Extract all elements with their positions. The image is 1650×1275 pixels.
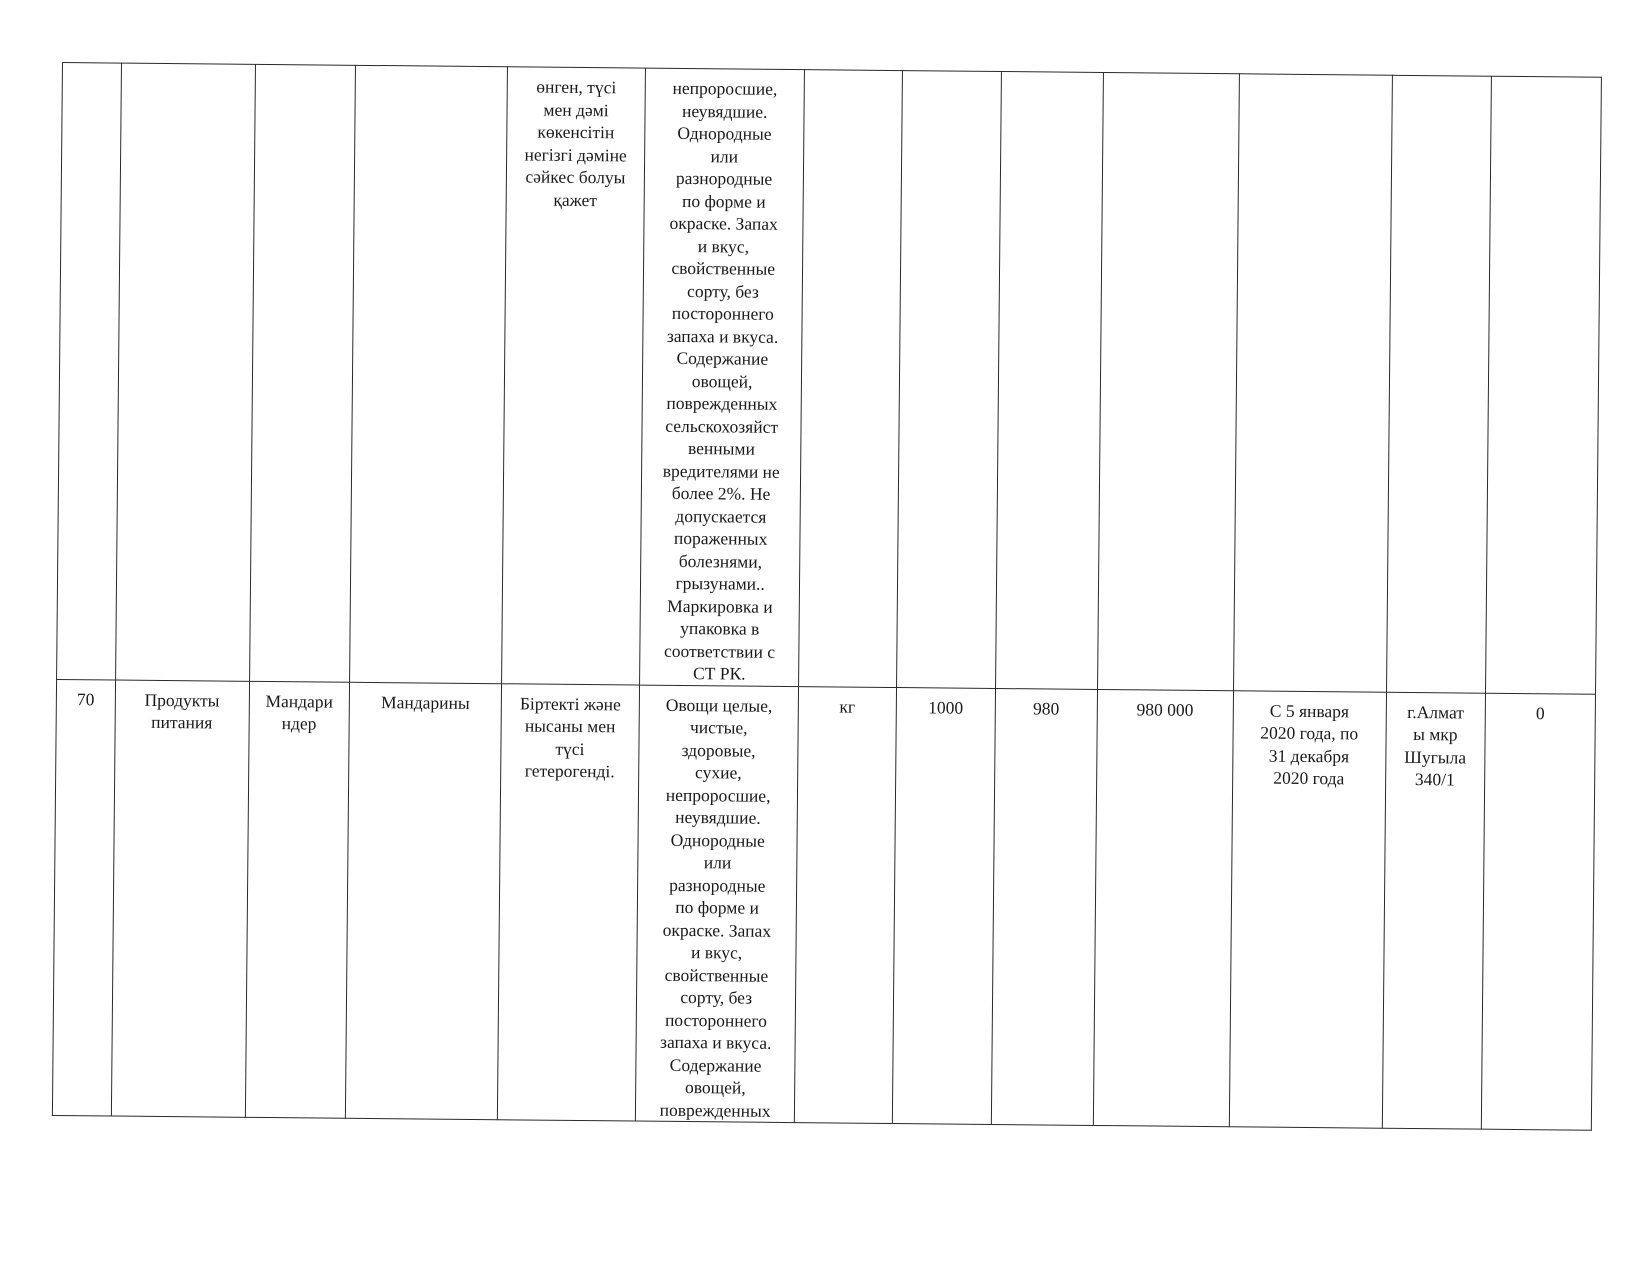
row-number: 70 [76,688,95,709]
text-line: мен дәмі [543,99,609,120]
amount-text: 980 000 [1136,698,1194,720]
text-line: поврежденных [666,392,778,414]
text-line: сухие, [695,762,742,783]
text-line: и вкус, [690,942,743,963]
text-line: разнородные [669,874,766,896]
text-line: өнген, түсі [536,76,617,98]
category-text [118,688,245,734]
text-line: Біртекті және [519,692,621,714]
text-line: 2020 года, по [1260,722,1359,744]
table-row-continued [57,63,1602,694]
text-line: непроросшие, [672,77,778,99]
text-line: запаха и вкуса. [666,325,779,347]
cell-delivery-place [1382,692,1486,1129]
procurement-table [52,62,1602,1131]
text-line: или [710,145,739,166]
text-line: поврежденных [659,1099,771,1121]
cell-description-kk [501,67,645,685]
text-line: С 5 января [1269,700,1350,721]
text-line: 31 декабря [1268,745,1350,766]
cell-price [991,688,1097,1125]
text-line: запаха и вкуса. [660,1031,772,1053]
cell-number [52,679,115,1116]
text-line: Продукты [144,689,220,711]
text-line: Овощи целые, [665,694,773,716]
text-line: и вкус, [697,235,750,257]
text-line: свойственные [671,257,776,279]
cell-amount [1097,72,1239,690]
text-line: нысаны мен [524,715,616,737]
description-kk-text [504,692,636,783]
text-line: Мандари [265,690,334,712]
cell-price [996,72,1103,689]
text-line: түсі [555,738,585,759]
text-line: ы мкр [1413,724,1458,745]
text-line: питания [151,711,213,733]
text-line: Однородные [677,122,772,144]
text-line: сорту, без [680,986,753,1008]
cell-quantity [896,71,1001,688]
text-line: қажет [553,189,598,210]
unit-text: кг [839,695,856,717]
cell-advance [1485,76,1601,694]
text-line: окраске. Запах [662,919,772,941]
cell-description-kk [497,683,639,1121]
table-row-item-70 [52,679,1595,1130]
text-line: 2020 года [1273,767,1345,789]
text-line: Маркировка и [667,595,773,617]
description-ru-text [639,693,795,1122]
text-line: овощей, [691,370,753,392]
description-kk-text [510,75,642,211]
text-line: неувядшие. [681,100,768,122]
text-line: непроросшие, [665,784,771,806]
text-line: грызунами.. [675,572,765,594]
cell-name-ru [345,682,501,1120]
text-line: упаковка в [680,617,760,639]
text-line: сорту, без [687,280,759,302]
cell-delivery-period [1233,74,1392,692]
cell-delivery-place [1386,75,1491,692]
text-line: Содержание [676,347,769,369]
delivery-period-text [1236,699,1383,790]
text-line: сәйкес болуы [525,166,626,188]
text-line: г.Алмат [1407,701,1465,722]
cell-name-kk [249,64,355,681]
text-line: Однородные [670,829,765,851]
text-line: пораженных [673,527,768,549]
description-ru-text [643,77,801,686]
cell-delivery-period [1229,690,1386,1128]
text-line: СТ РК. [692,663,746,684]
delivery-place-text [1389,700,1482,791]
text-line: көкенсітін [537,121,615,143]
cell-category [115,63,255,681]
text-line: разнородные [675,167,773,189]
name-kk-text [252,689,346,735]
text-line: ндер [281,713,317,734]
cell-description-ru [635,685,798,1123]
cell-category [111,680,249,1118]
cell-advance [1481,693,1595,1131]
cell-name-kk [245,681,350,1118]
cell-number [57,63,122,680]
cell-name-ru [350,65,508,683]
cell-unit [795,686,897,1123]
text-line: здоровые, [681,739,756,761]
text-line: по форме и [681,190,766,212]
text-line: овощей, [684,1077,746,1098]
text-line: вредителями не [662,460,780,482]
text-line: постороннего [664,1009,768,1031]
cell-quantity [892,687,996,1124]
text-line: неувядшие. [675,806,761,828]
name-ru-text: Мандарины [380,691,470,713]
text-line: Шугыла [1404,746,1467,768]
text-line: Содержание [669,1054,762,1076]
price-text: 980 [1032,697,1060,719]
text-line: или [703,852,732,873]
text-line: постороннего [671,302,774,324]
text-line: венными [687,438,756,459]
text-line: сельскохозяйст [665,415,779,437]
text-line: чистые, [689,717,748,738]
text-line: по форме и [675,896,760,918]
text-line: гетерогенді. [524,760,615,782]
text-line: болезнями, [678,550,763,572]
cell-amount [1093,689,1233,1127]
text-line: свойственные [664,964,769,986]
text-line: более 2%. Не [671,482,771,504]
text-line: 340/1 [1414,769,1455,790]
text-line: соответствии с [663,640,776,662]
advance-text: 0 [1535,702,1545,723]
text-line: негізгі дәміне [524,143,627,165]
cell-unit [799,70,902,687]
text-line: допускается [675,505,767,527]
text-line: окраске. Запах [669,212,778,234]
quantity-text: 1000 [928,696,964,718]
cell-description-ru [640,68,805,686]
